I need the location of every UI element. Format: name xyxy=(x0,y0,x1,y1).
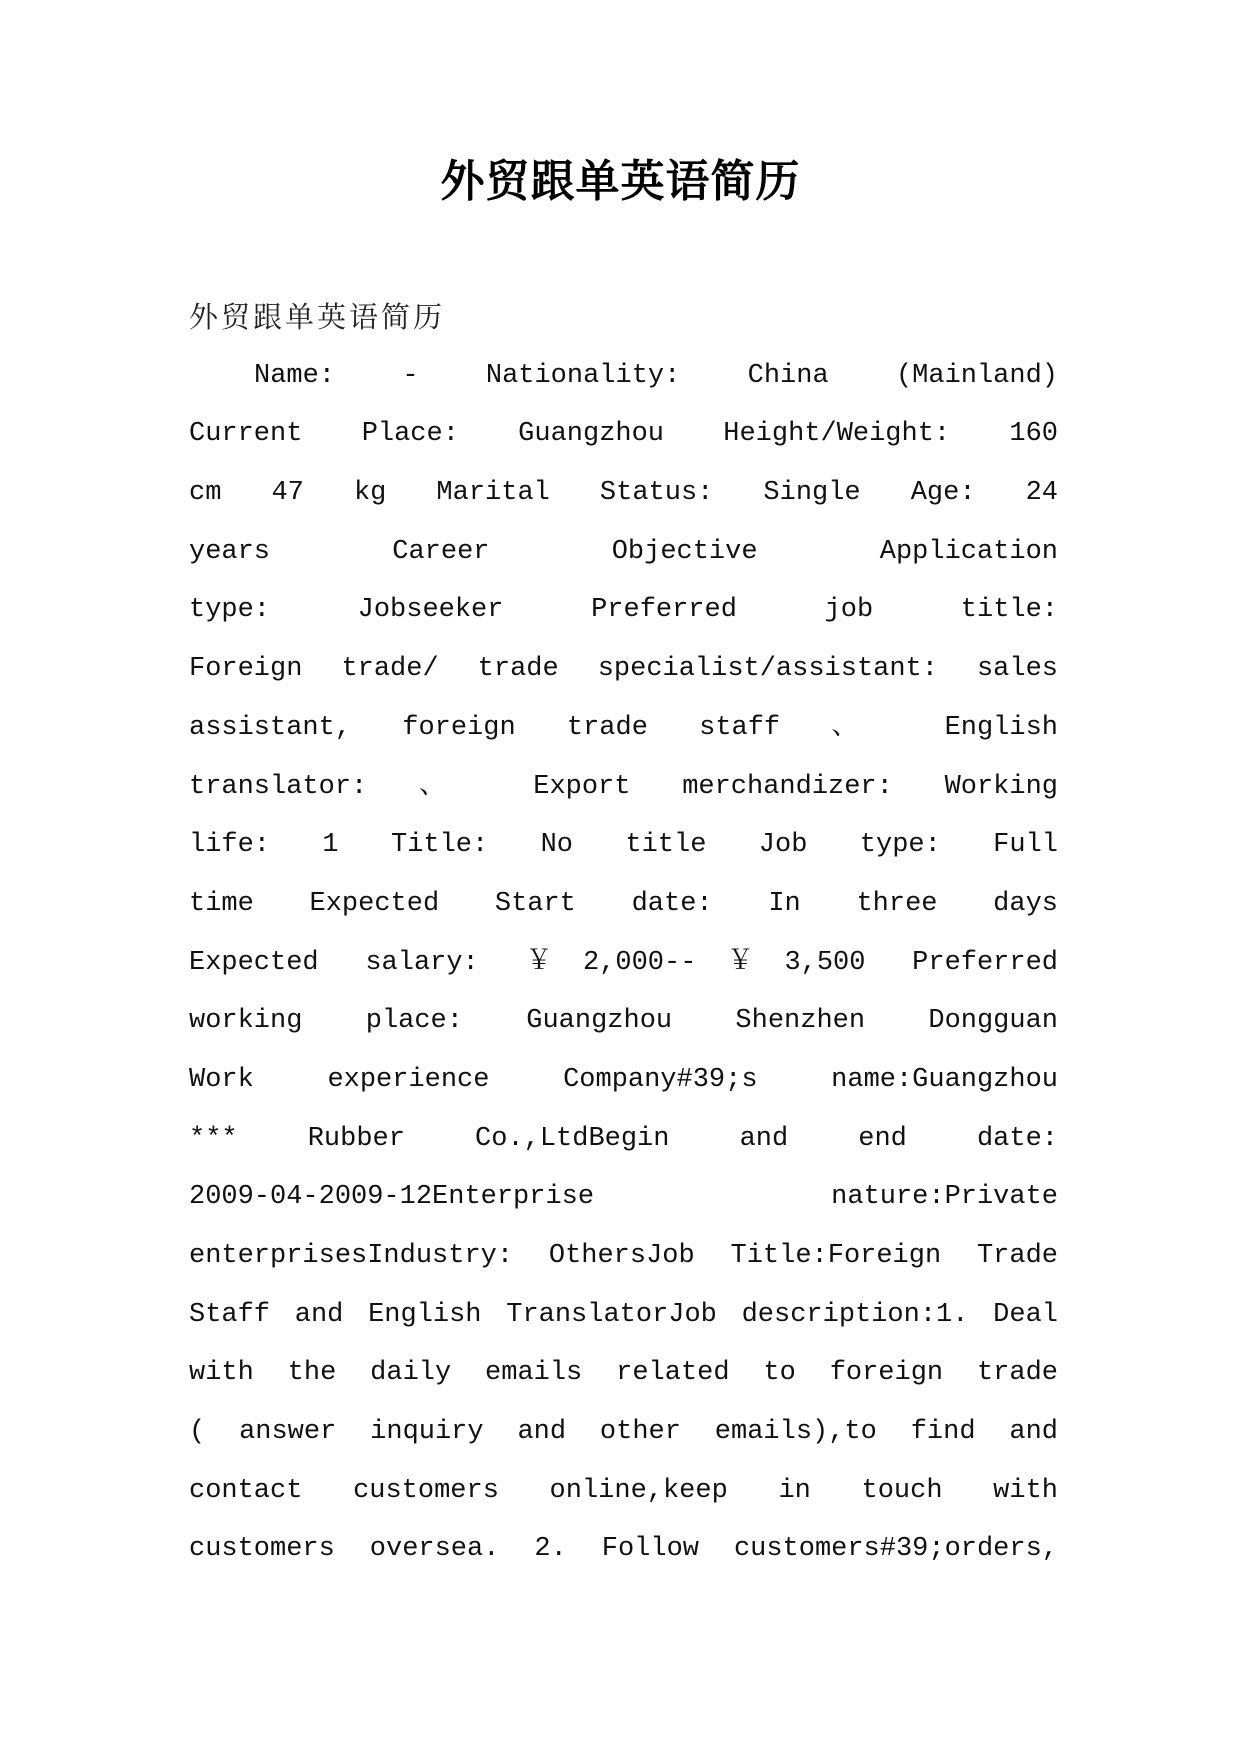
text-line: contact customers online,keep in touch with xyxy=(189,1475,1058,1506)
text-line: cm 47 kg Marital Status: Single Age: 24 xyxy=(189,478,1058,509)
text-line: enterprisesIndustry: OthersJob Title:Foreign Trade xyxy=(189,1241,1058,1271)
text-line: years Career Objective Application xyxy=(189,536,1058,567)
text-line: life: 1 Title: No title Job type: Full xyxy=(189,830,1058,861)
text-line: assistant, foreign trade staff 、 English xyxy=(189,712,1058,743)
document-subtitle: 外贸跟单英语简历 xyxy=(189,300,446,334)
text-line: 2009-04-2009-12Enterprise nature:Private xyxy=(189,1182,1058,1213)
text-line: with the daily emails related to foreign trade xyxy=(189,1358,1058,1389)
text-line: type: Jobseeker Preferred job title: xyxy=(189,595,1058,626)
text-line: customers oversea. 2. Follow customers#39;orders, xyxy=(189,1534,1058,1565)
text-line: Staff and English TranslatorJob description:1. Deal xyxy=(189,1299,1058,1330)
document-title: 外贸跟单英语简历 xyxy=(440,156,801,207)
text-line: time Expected Start date: In three days xyxy=(189,888,1058,919)
text-line: Name: - Nationality: China (Mainland) xyxy=(254,360,1058,391)
text-line: Expected salary: ￥2,000--￥3,500 Preferred xyxy=(189,947,1058,978)
text-line: Current Place: Guangzhou Height/Weight: 160 xyxy=(189,419,1058,450)
text-line: translator: 、 Export merchandizer: Working xyxy=(189,771,1058,802)
text-line: Foreign trade/ trade specialist/assistant: sales xyxy=(189,654,1058,685)
text-line: ( answer inquiry and other emails),to find and xyxy=(189,1417,1058,1448)
text-line: Work experience Company#39;s name:Guangzhou xyxy=(189,1064,1058,1095)
text-line: working place: Guangzhou Shenzhen Dongguan xyxy=(189,1006,1058,1037)
text-line: *** Rubber Co.,LtdBegin and end date: xyxy=(189,1123,1058,1154)
document-body xyxy=(189,288,1058,1579)
